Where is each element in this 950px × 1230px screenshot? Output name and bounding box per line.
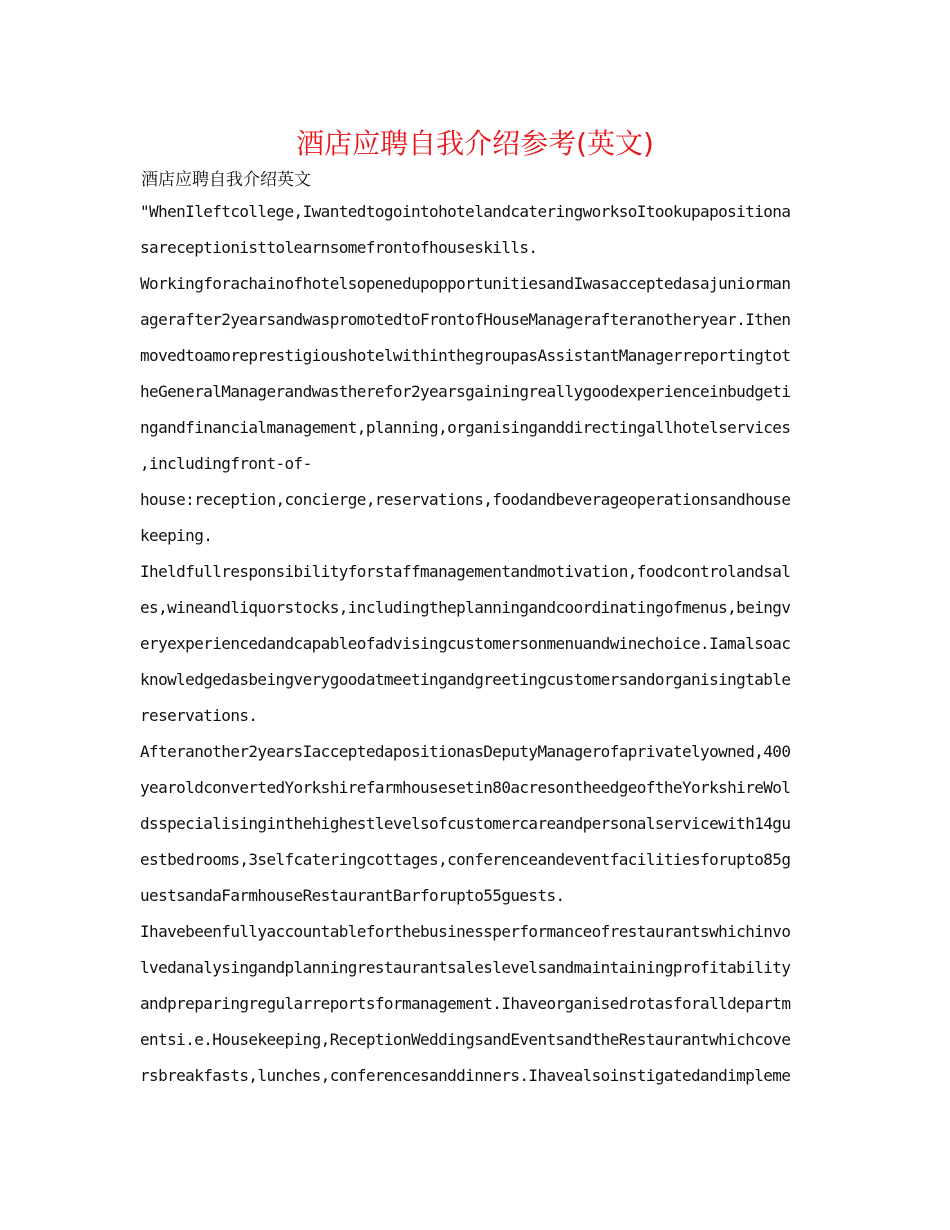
- body-line: heGeneralManagerandwastherefor2yearsgainingreallygoodexperienceinbudgeti: [140, 382, 791, 401]
- body-line: keeping.: [140, 526, 213, 545]
- body-line: reservations.: [140, 706, 258, 725]
- body-line: ,includingfront-of-: [140, 454, 312, 473]
- body-line: Ihavebeenfullyaccountableforthebusinessperformanceofrestaurantswhichinvo: [140, 922, 791, 941]
- body-line: ngandfinancialmanagement,planning,organisinganddirectingallhotelservices: [140, 418, 791, 437]
- document-body: [140, 194, 830, 1094]
- body-line: agerafter2yearsandwaspromotedtoFrontofHouseManagerafteranotheryear.Ithen: [140, 310, 791, 329]
- body-line: uestsandaFarmhouseRestaurantBarforupto55guests.: [140, 886, 565, 905]
- body-line: house:reception,concierge,reservations,foodandbeverageoperationsandhouse: [140, 490, 791, 509]
- body-line: dsspecialisinginthehighestlevelsofcustomercareandpersonalservicewith14gu: [140, 814, 791, 833]
- body-line: rsbreakfasts,lunches,conferencesanddinners.Ihavealsoinstigatedandimpleme: [140, 1066, 791, 1085]
- body-line: knowledgedasbeingverygoodatmeetingandgreetingcustomersandorganisingtable: [140, 670, 791, 689]
- body-line: Afteranother2yearsIacceptedapositionasDeputyManagerofaprivatelyowned,400: [140, 742, 791, 761]
- body-line: Iheldfullresponsibilityforstaffmanagementandmotivation,foodcontrolandsal: [140, 562, 791, 581]
- body-line: movedtoamoreprestigioushotelwithinthegroupasAssistantManagerreportingtot: [140, 346, 791, 365]
- body-line: entsi.e.Housekeeping,ReceptionWeddingsandEventsandtheRestaurantwhichcove: [140, 1030, 791, 1049]
- body-line: estbedrooms,3selfcateringcottages,conferenceandeventfacilitiesforupto85g: [140, 850, 791, 869]
- body-line: es,wineandliquorstocks,includingtheplanningandcoordinatingofmenus,beingv: [140, 598, 791, 617]
- body-line: "WhenIleftcollege,IwantedtogointohotelandcateringworksoItookupapositiona: [140, 202, 791, 221]
- body-line: WorkingforachainofhotelsopenedupopportunitiesandIwasacceptedasajuniorman: [140, 274, 791, 293]
- body-line: eryexperiencedandcapableofadvisingcustomersonmenuandwinechoice.Iamalsoac: [140, 634, 791, 653]
- body-line: yearoldconvertedYorkshirefarmhousesetin80acresontheedgeoftheYorkshireWol: [140, 778, 791, 797]
- document-title: 酒店应聘自我介绍参考(英文): [296, 127, 654, 160]
- document-subtitle: 酒店应聘自我介绍英文: [141, 170, 311, 190]
- body-line: sareceptionisttolearnsomefrontofhouseskills.: [140, 238, 538, 257]
- body-line: lvedanalysingandplanningrestaurantsaleslevelsandmaintainingprofitability: [140, 958, 791, 977]
- body-line: andpreparingregularreportsformanagement.Ihaveorganisedrotasforalldepartm: [140, 994, 791, 1013]
